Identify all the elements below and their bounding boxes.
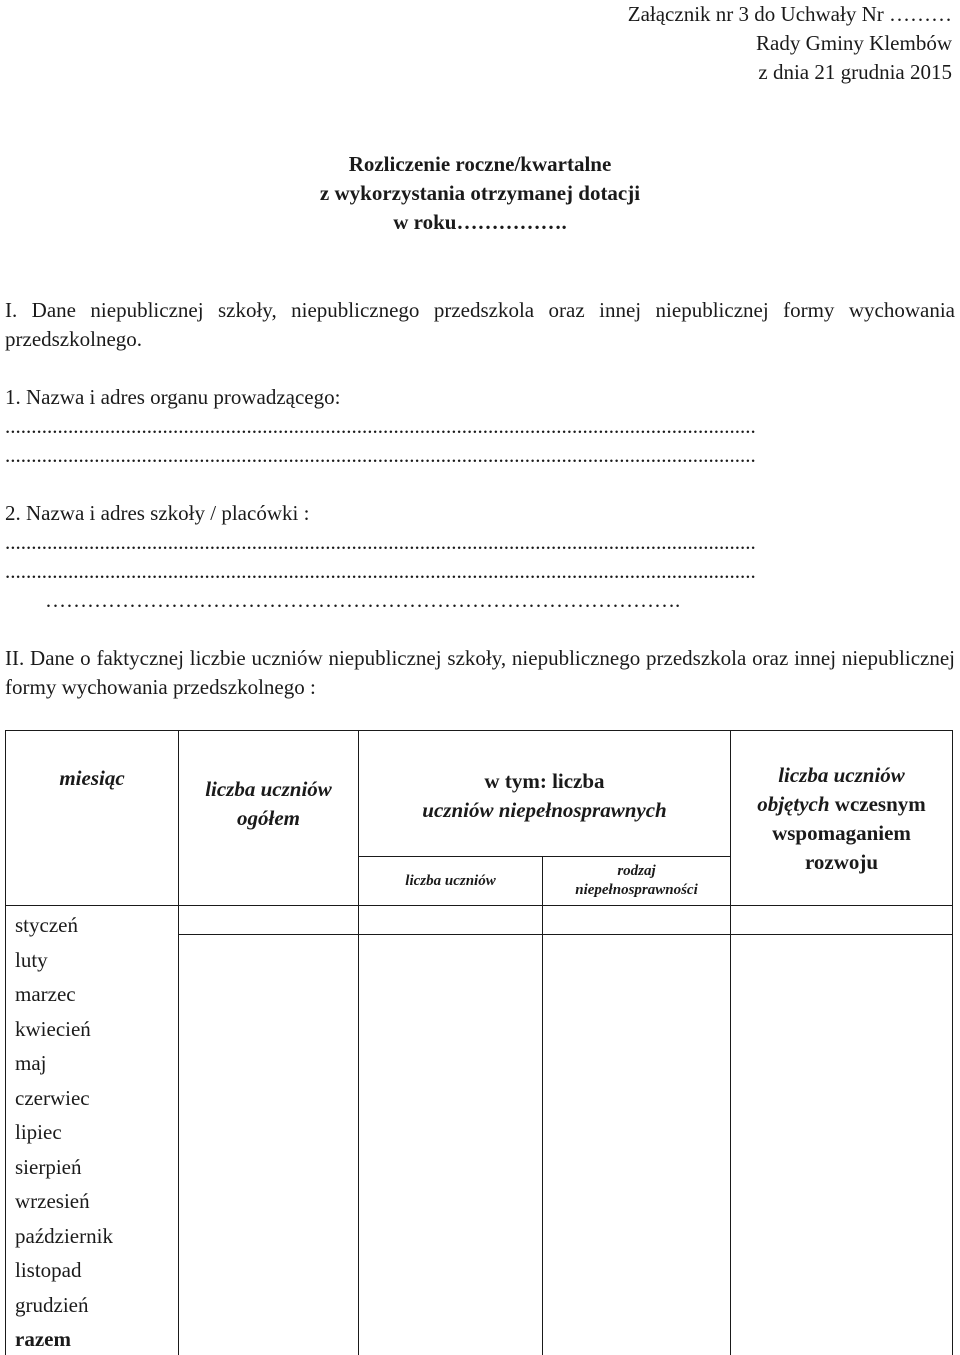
document-title (0, 150, 960, 237)
data-area-early-support[interactable] (731, 934, 953, 1355)
sub-header-type-line-1: rodzaj (617, 863, 656, 879)
students-table (5, 730, 953, 1355)
month-label: sierpień (15, 1154, 82, 1179)
month-label: listopad (15, 1258, 82, 1282)
total-header-line-2: ogółem (237, 806, 300, 830)
total-header-cell (179, 731, 359, 906)
section-1-heading: I. Dane niepublicznej szkoły, niepublicznego przedszkola oraz innej niepublicznej formy wychowania przedszkolnego. (5, 298, 955, 351)
early-support-line-1: liczba uczniów (778, 763, 905, 787)
item-1-fill-line-2: ............................................................................................................................................... (5, 443, 756, 467)
data-area-total-students[interactable] (179, 934, 359, 1355)
month-label: październik (15, 1223, 113, 1248)
early-support-line-4: rozwoju (804, 850, 879, 874)
month-label: marzec (15, 982, 76, 1006)
disabled-header-line-2: uczniów niepełnosprawnych (422, 798, 667, 822)
month-header: miesiąc (59, 765, 125, 790)
section-2-heading: II. Dane o faktycznej liczbie uczniów niepublicznej szkoły, niepublicznego przedszkola oraz innej niepublicznej formy wychowania przedszkolnego : (5, 646, 955, 699)
month-list (15, 908, 178, 1322)
title-line-1: Rozliczenie roczne/kwartalne (348, 152, 612, 176)
item-1-label: 1. Nazwa i adres organu prowadzącego: (5, 385, 341, 409)
item-2-fill-line-2: ............................................................................................................................................... (5, 559, 756, 583)
data-cell-disability-type[interactable] (543, 906, 731, 935)
month-label: grudzień (15, 1292, 89, 1317)
data-area-disability-type[interactable] (543, 934, 731, 1355)
header-line-2: Rady Gminy Klembów (756, 31, 952, 55)
month-label: lipiec (15, 1120, 62, 1144)
attachment-header (628, 0, 952, 87)
month-label: wrzesień (15, 1189, 90, 1213)
early-support-line-2: objętych wczesnym (757, 792, 926, 816)
month-label: czerwiec (15, 1085, 90, 1110)
header-line-1: Załącznik nr 3 do Uchwały Nr ……… (627, 2, 952, 26)
month-label: kwiecień (15, 1016, 91, 1041)
month-label: styczeń (15, 913, 78, 937)
sub-header-count: liczba uczniów (359, 857, 543, 906)
title-line-2: z wykorzystania otrzymanej dotacji (319, 181, 641, 205)
item-2-label: 2. Nazwa i adres szkoły / placówki : (5, 501, 310, 525)
total-header-line-1: liczba uczniów (205, 777, 332, 801)
data-area-disabled-count[interactable] (359, 934, 543, 1355)
sub-header-type-cell (543, 857, 731, 906)
item-1-fill-line-1: ............................................................................................................................................... (5, 414, 756, 438)
item-2-fill-line-1: ............................................................................................................................................... (5, 530, 756, 554)
data-cell-early-support[interactable] (731, 906, 953, 935)
data-cell-disabled-count[interactable] (359, 906, 543, 935)
month-label: maj (15, 1051, 47, 1075)
item-2-fill-line-3: ………………………………………………………………………………. (45, 588, 681, 612)
months-column (6, 906, 179, 1355)
early-support-header-cell (731, 731, 953, 906)
disabled-header-cell (359, 731, 731, 857)
title-line-3: w roku……………. (393, 210, 567, 234)
disabled-header-line-1: w tym: liczba (484, 769, 605, 793)
month-header-cell (6, 731, 179, 906)
header-line-3: z dnia 21 grudnia 2015 (758, 60, 952, 84)
early-support-line-3: wspomaganiem (772, 821, 911, 845)
data-cell-total-students[interactable] (179, 906, 359, 935)
month-label: luty (15, 947, 48, 972)
sub-header-type-line-2: niepełnosprawności (575, 882, 698, 898)
total-row-label: razem (15, 1327, 71, 1351)
